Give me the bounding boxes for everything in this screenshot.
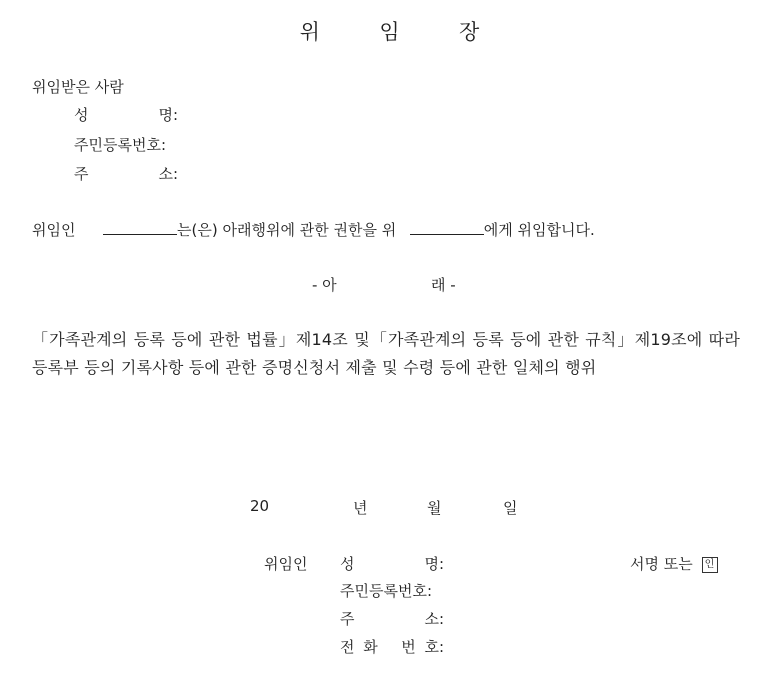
title-char: 임 xyxy=(379,20,402,44)
agent-heading: 위임받은 사람 xyxy=(32,78,124,96)
notice-right: 래 - xyxy=(431,276,456,294)
agent-field-id: 주민등록번호: xyxy=(74,136,167,154)
notice-left: - 아 xyxy=(312,276,337,294)
delegator-field-name: 성 명: xyxy=(340,555,444,573)
delegator-field-phone: 전 화 번 호: xyxy=(340,638,444,656)
delegator-field-address: 주 소: xyxy=(340,610,444,628)
delegatee-blank xyxy=(410,220,484,235)
delegator-blank xyxy=(103,220,177,235)
delegation-suffix: 에게 위임합니다. xyxy=(483,221,595,239)
signature-area xyxy=(630,553,718,574)
date-day-label: 일 xyxy=(503,499,518,517)
delegation-prefix: 위임인 xyxy=(32,221,76,239)
document-title xyxy=(0,16,781,46)
delegator-field-id: 주민등록번호: xyxy=(340,582,433,600)
date-year-prefix: 20 xyxy=(250,497,270,515)
date-year-label: 년 xyxy=(353,499,368,517)
title-char: 장 xyxy=(459,20,482,44)
agent-field-address: 주 소: xyxy=(74,165,178,183)
signature-label: 서명 또는 xyxy=(630,555,693,573)
date-month-label: 월 xyxy=(427,499,442,517)
delegator-label: 위임인 xyxy=(264,555,308,573)
delegation-middle: 는(은) 아래행위에 관한 권한을 위 xyxy=(177,221,397,239)
scope-paragraph: 「가족관계의 등록 등에 관한 법률」제14조 및「가족관계의 등록 등에 관한 규칙」제19조에 따라 등록부 등의 기록사항 등에 관한 증명신청서 제출 및 수령 등에 관한 일체의 행위 xyxy=(32,330,740,377)
title-char: 위 xyxy=(299,20,322,44)
seal-icon: 인 xyxy=(702,557,718,573)
agent-field-name: 성 명: xyxy=(74,106,178,124)
delegation-sentence xyxy=(32,219,595,240)
